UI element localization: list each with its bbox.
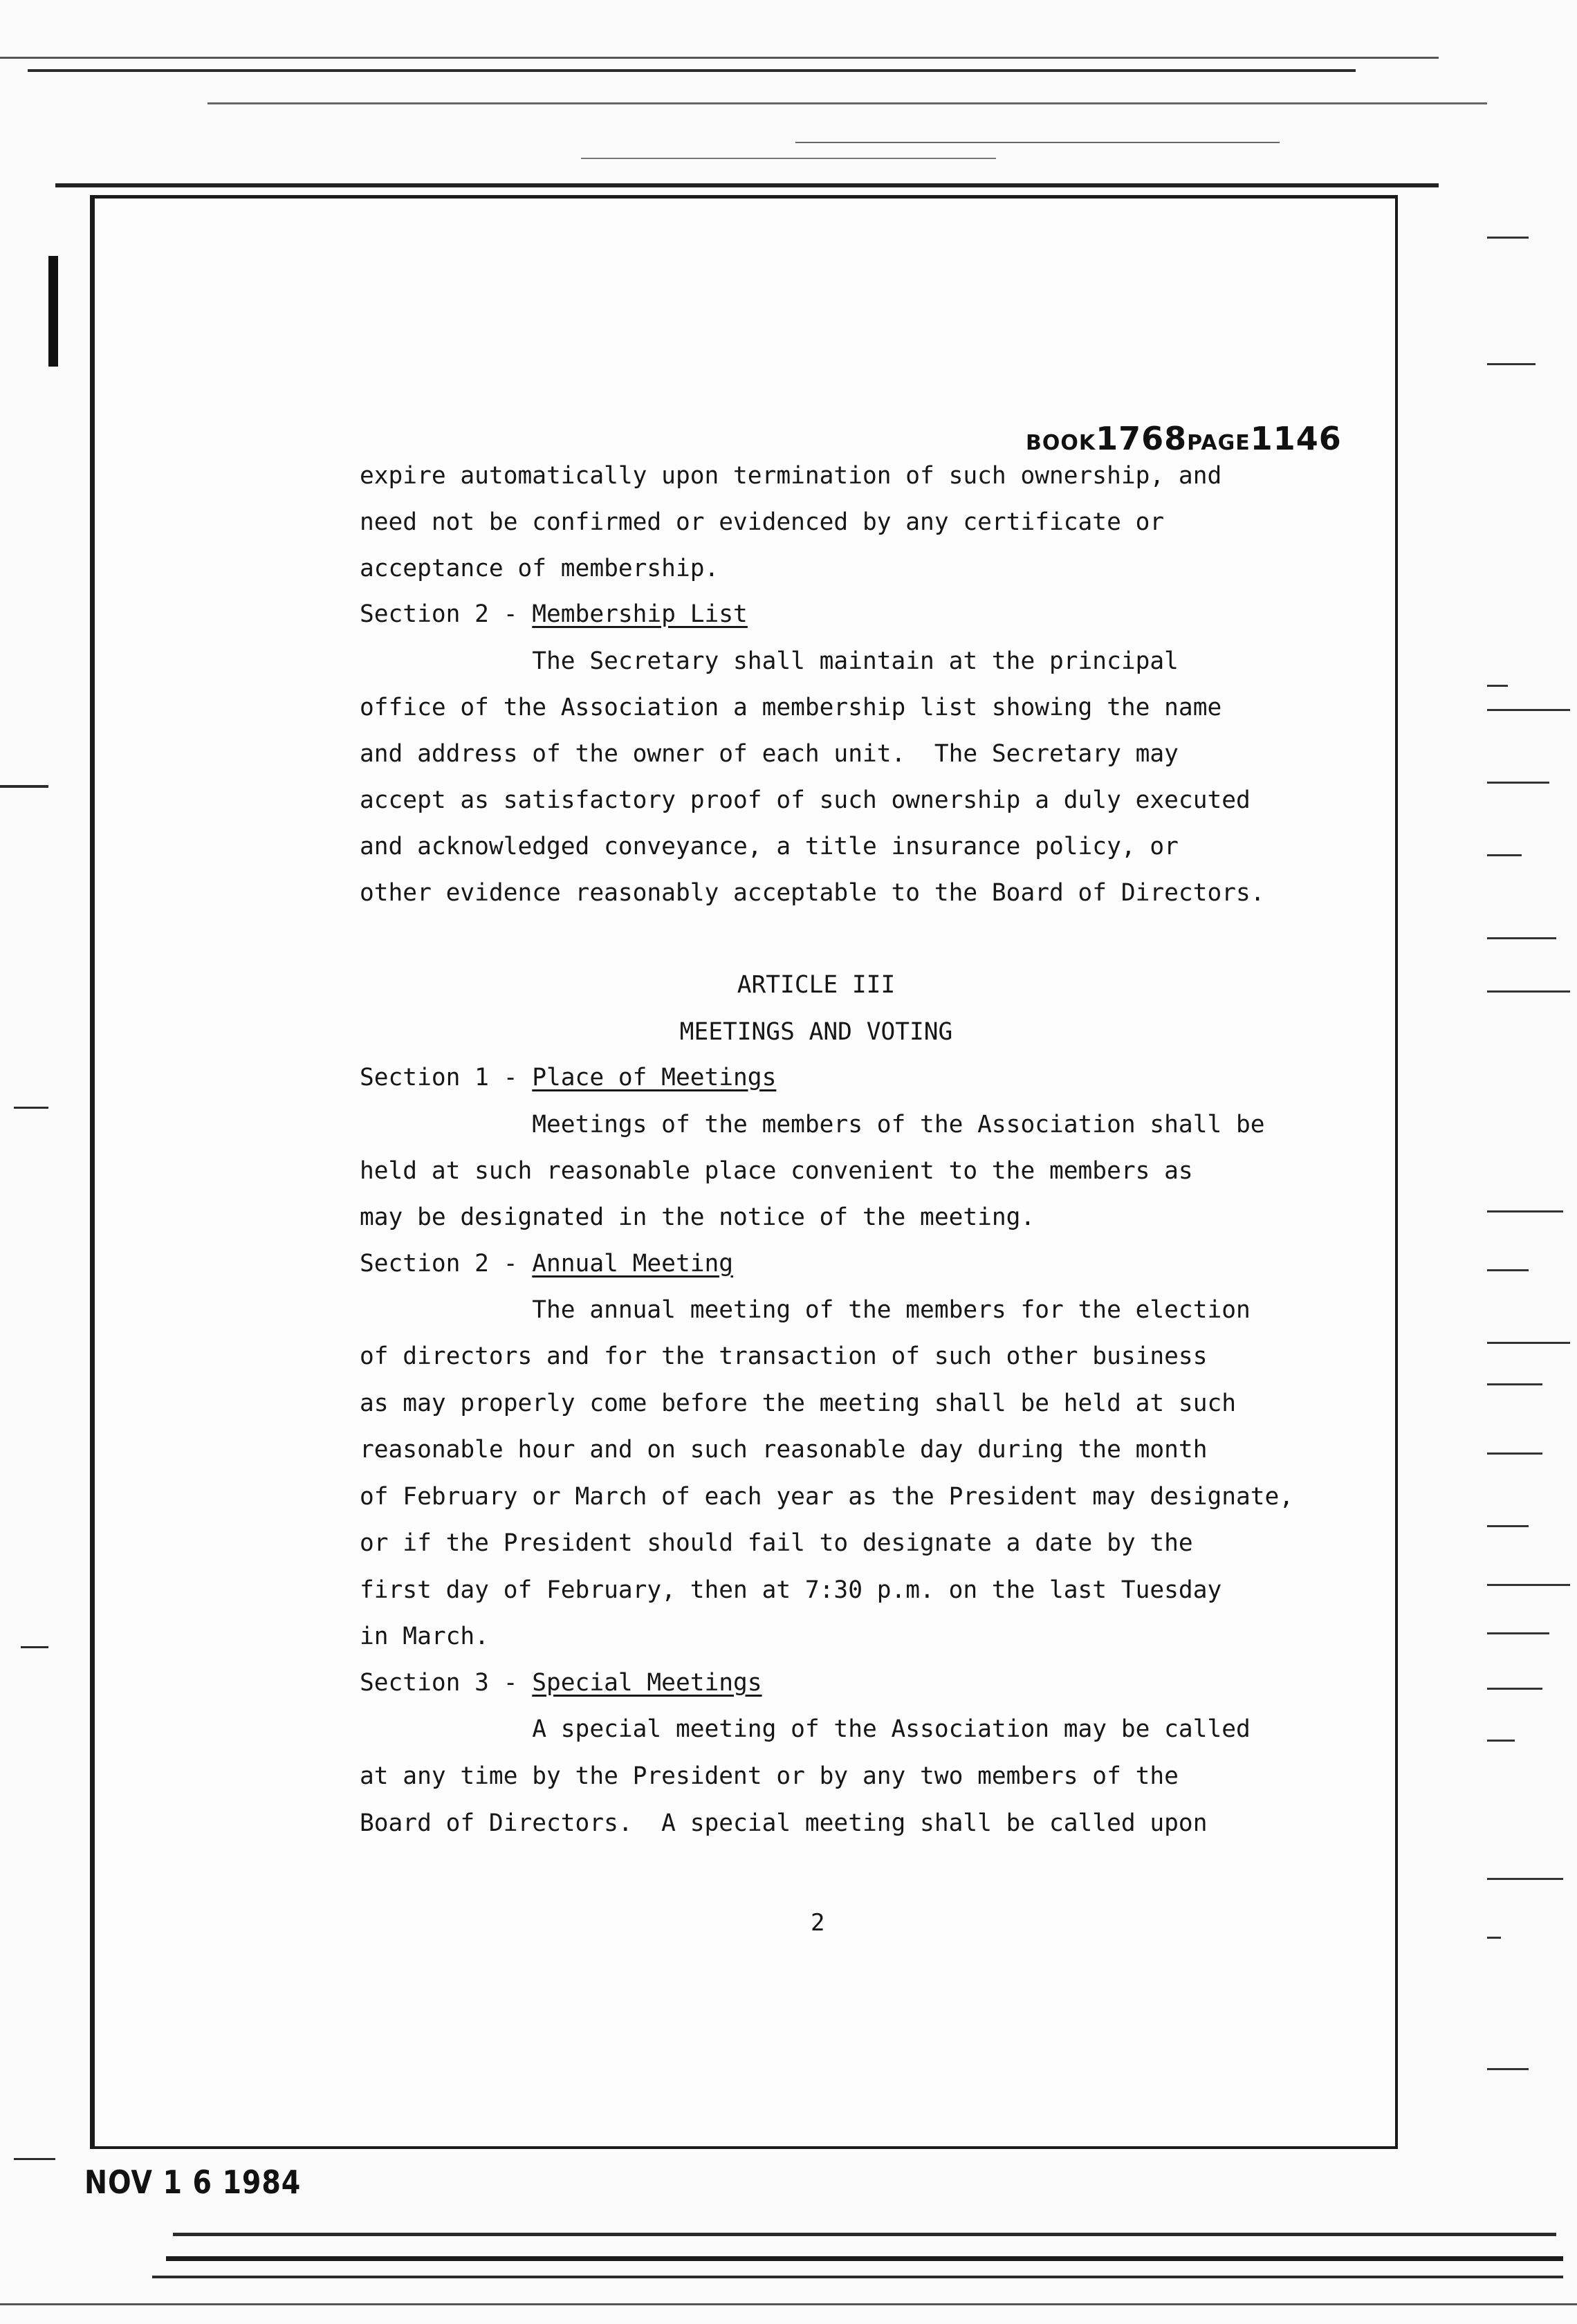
page-number: 1146 (1250, 420, 1342, 457)
text-line: expire automatically upon termination of such ownership, and (360, 462, 1222, 490)
section-heading (360, 1250, 733, 1278)
margin-tick (1487, 363, 1536, 365)
section-prefix: Section 2 - (360, 1250, 533, 1278)
text-line: may be designated in the notice of the meeting. (360, 1204, 1035, 1231)
section-title: Annual Meeting (532, 1250, 734, 1278)
text-line: first day of February, then at 7:30 p.m. on the last Tuesday (360, 1576, 1222, 1604)
text-line: accept as satisfactory proof of such ownership a duly executed (360, 786, 1251, 814)
binding-mark (48, 256, 58, 367)
margin-tick (1487, 709, 1570, 711)
scan-rule (55, 183, 1439, 187)
margin-tick (1487, 1383, 1542, 1385)
text-line: of directors and for the transaction of such other business (360, 1343, 1208, 1370)
section-title: Place of Meetings (532, 1064, 777, 1091)
text-line: in March. (360, 1623, 489, 1650)
scan-rule (0, 57, 1439, 59)
margin-tick (1487, 237, 1529, 239)
margin-tick (1487, 1688, 1542, 1690)
scan-rule (208, 102, 1487, 104)
binding-mark (21, 1646, 48, 1648)
text-line: or if the President should fail to designate a date by the (360, 1529, 1193, 1557)
text-line: A special meeting of the Association may be called (360, 1715, 1251, 1743)
margin-tick (1487, 937, 1556, 939)
margin-tick (1487, 1525, 1529, 1527)
article-title: MEETINGS AND VOTING (679, 1018, 953, 1046)
scan-rule (173, 2233, 1556, 2236)
book-label: BOOK (1026, 431, 1096, 455)
margin-tick (1487, 2068, 1529, 2070)
margin-tick (1487, 1584, 1570, 1586)
scan-rule (795, 142, 1280, 143)
section-title: Membership List (532, 600, 748, 628)
margin-tick (1487, 854, 1522, 856)
book-number: 1768 (1096, 420, 1188, 457)
recording-date-stamp: NOV 1 6 1984 (84, 2164, 302, 2201)
section-heading (360, 1669, 762, 1697)
margin-tick (1487, 1342, 1570, 1344)
margin-tick (1487, 685, 1508, 687)
section-prefix: Section 2 - (360, 600, 533, 628)
section-heading (360, 600, 748, 628)
scan-rule (581, 158, 996, 159)
scan-rule (152, 2276, 1563, 2278)
text-line: acceptance of membership. (360, 555, 719, 582)
margin-tick (1487, 1210, 1563, 1212)
text-line: reasonable hour and on such reasonable day during the month (360, 1436, 1208, 1464)
section-prefix: Section 1 - (360, 1064, 533, 1091)
text-line: office of the Association a membership list showing the name (360, 694, 1222, 721)
margin-tick (1487, 782, 1549, 784)
binding-mark (0, 785, 48, 788)
scan-rule (166, 2256, 1563, 2261)
scan-rule (0, 2303, 1577, 2305)
margin-tick (1487, 1452, 1542, 1455)
text-line: The annual meeting of the members for the election (360, 1296, 1251, 1324)
margin-tick (1487, 1269, 1529, 1271)
scan-rule (28, 69, 1356, 72)
text-line: at any time by the President or by any two members of the (360, 1762, 1179, 1790)
section-heading (360, 1064, 776, 1091)
section-title: Special Meetings (532, 1669, 762, 1697)
binding-mark (14, 1107, 48, 1109)
article-number: ARTICLE III (737, 971, 896, 999)
text-line: and address of the owner of each unit. The Secretary may (360, 740, 1179, 768)
text-line: The Secretary shall maintain at the principal (360, 647, 1179, 675)
binding-mark (14, 2158, 55, 2160)
margin-tick (1487, 1878, 1563, 1880)
section-prefix: Section 3 - (360, 1669, 533, 1697)
text-line: Meetings of the members of the Association shall be (360, 1111, 1265, 1138)
margin-tick (1487, 1937, 1501, 1939)
text-line: held at such reasonable place convenient to the members as (360, 1157, 1193, 1185)
text-line: Board of Directors. A special meeting shall be called upon (360, 1809, 1208, 1837)
text-line: and acknowledged conveyance, a title insurance policy, or (360, 833, 1179, 860)
margin-tick (1487, 1740, 1515, 1742)
text-line: need not be confirmed or evidenced by any certificate or (360, 508, 1165, 536)
margin-tick (1487, 1632, 1549, 1634)
text-line: as may properly come before the meeting shall be held at such (360, 1390, 1237, 1417)
book-page-reference (1026, 420, 1342, 457)
text-line: other evidence reasonably acceptable to the Board of Directors. (360, 879, 1265, 907)
page-label: PAGE (1187, 431, 1251, 455)
text-line: of February or March of each year as the President may designate, (360, 1483, 1294, 1511)
page-number-footer: 2 (811, 1909, 825, 1937)
